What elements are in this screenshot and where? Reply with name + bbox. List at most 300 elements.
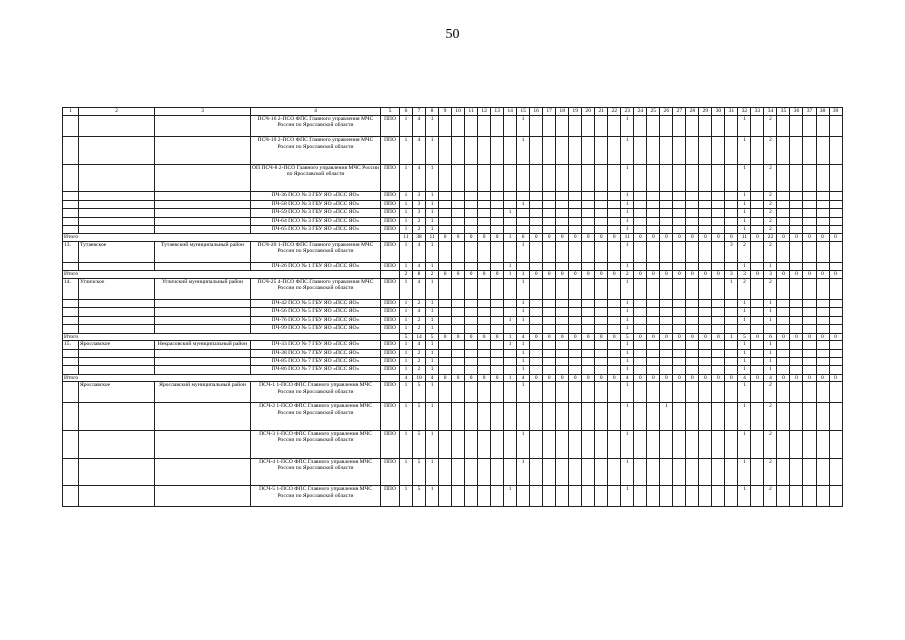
table-cell: 0 bbox=[452, 374, 465, 382]
table-cell bbox=[465, 137, 478, 165]
district-cell bbox=[79, 137, 155, 165]
municipality-cell bbox=[155, 116, 251, 137]
table-cell: 3 bbox=[413, 209, 426, 217]
unit-name: ОП ПСЧ-8 2-ПСО Главного управления МЧС России по Ярославской области bbox=[251, 164, 381, 192]
table-cell: 1 bbox=[764, 300, 777, 308]
row-number bbox=[63, 325, 79, 333]
table-cell: 1 bbox=[400, 241, 413, 262]
table-cell: 3 bbox=[725, 271, 738, 279]
table-cell bbox=[634, 366, 647, 374]
table-cell bbox=[595, 209, 608, 217]
table-cell bbox=[647, 241, 660, 262]
table-row bbox=[63, 137, 843, 165]
table-cell bbox=[569, 137, 582, 165]
table-cell bbox=[673, 278, 686, 299]
row-number bbox=[63, 137, 79, 165]
table-cell: 1 bbox=[400, 137, 413, 165]
table-cell bbox=[439, 349, 452, 357]
table-cell: 4 bbox=[413, 341, 426, 349]
table-cell bbox=[660, 357, 673, 365]
table-cell bbox=[725, 200, 738, 208]
table-cell bbox=[491, 325, 504, 333]
district-cell bbox=[79, 325, 155, 333]
table-cell: 0 bbox=[686, 271, 699, 279]
table-cell bbox=[647, 366, 660, 374]
table-cell: 0 bbox=[816, 333, 829, 341]
table-cell bbox=[595, 366, 608, 374]
table-cell: 1 bbox=[426, 116, 439, 137]
municipality-cell bbox=[155, 486, 251, 507]
table-cell bbox=[556, 200, 569, 208]
table-cell bbox=[790, 403, 803, 431]
table-cell: 1 bbox=[517, 316, 530, 324]
table-cell: 0 bbox=[816, 271, 829, 279]
table-cell: 1 bbox=[725, 333, 738, 341]
table-cell bbox=[517, 209, 530, 217]
table-cell bbox=[530, 316, 543, 324]
table-cell bbox=[751, 192, 764, 200]
unit-name: ПЧ-38 ПСО № 7 ГБУ ЯО «ПСС ЯО» bbox=[251, 349, 381, 357]
table-cell bbox=[777, 341, 790, 349]
column-header: 25 bbox=[647, 108, 660, 116]
table-cell bbox=[803, 349, 816, 357]
table-cell bbox=[790, 116, 803, 137]
table-cell bbox=[452, 209, 465, 217]
table-cell bbox=[569, 341, 582, 349]
table-cell bbox=[712, 137, 725, 165]
table-cell bbox=[712, 357, 725, 365]
table-cell bbox=[660, 325, 673, 333]
table-cell bbox=[452, 349, 465, 357]
table-cell bbox=[751, 209, 764, 217]
table-cell bbox=[452, 366, 465, 374]
table-cell bbox=[686, 325, 699, 333]
table-cell: 1 bbox=[621, 116, 634, 137]
table-cell: 0 bbox=[673, 374, 686, 382]
table-cell bbox=[816, 225, 829, 233]
table-cell bbox=[790, 263, 803, 271]
table-row bbox=[63, 349, 843, 357]
table-cell: 2 bbox=[426, 271, 439, 279]
table-cell: 6 bbox=[764, 333, 777, 341]
table-cell: 0 bbox=[751, 374, 764, 382]
table-cell bbox=[478, 431, 491, 459]
table-cell bbox=[543, 341, 556, 349]
table-cell bbox=[452, 217, 465, 225]
table-cell bbox=[556, 325, 569, 333]
unit-name: ПЧ-56 ПСО № 5 ГБУ ЯО «ПСС ЯО» bbox=[251, 308, 381, 316]
column-header: 35 bbox=[777, 108, 790, 116]
table-cell bbox=[452, 278, 465, 299]
table-cell bbox=[608, 192, 621, 200]
table-cell bbox=[491, 316, 504, 324]
table-cell: 2 bbox=[764, 225, 777, 233]
table-cell bbox=[478, 366, 491, 374]
table-cell bbox=[790, 458, 803, 486]
table-cell bbox=[686, 341, 699, 349]
table-cell bbox=[582, 137, 595, 165]
table-cell: ППО bbox=[381, 486, 400, 507]
table-cell: 2 bbox=[764, 382, 777, 403]
table-cell bbox=[608, 308, 621, 316]
table-cell bbox=[439, 225, 452, 233]
table-cell bbox=[699, 458, 712, 486]
table-cell bbox=[699, 366, 712, 374]
table-cell bbox=[751, 366, 764, 374]
table-cell: 0 bbox=[751, 333, 764, 341]
table-cell: 1 bbox=[738, 486, 751, 507]
table-cell bbox=[582, 357, 595, 365]
table-cell bbox=[712, 263, 725, 271]
table-cell bbox=[595, 382, 608, 403]
table-cell bbox=[491, 357, 504, 365]
table-cell: 0 bbox=[530, 333, 543, 341]
table-cell bbox=[504, 382, 517, 403]
table-cell bbox=[686, 164, 699, 192]
table-cell bbox=[673, 341, 686, 349]
table-cell bbox=[712, 325, 725, 333]
table-row bbox=[63, 486, 843, 507]
table-cell bbox=[673, 486, 686, 507]
table-cell bbox=[712, 458, 725, 486]
table-cell bbox=[777, 300, 790, 308]
table-cell: 0 bbox=[608, 271, 621, 279]
table-cell bbox=[452, 300, 465, 308]
table-cell bbox=[673, 357, 686, 365]
table-cell: ППО bbox=[381, 431, 400, 459]
table-cell bbox=[582, 164, 595, 192]
table-cell: 1 bbox=[400, 308, 413, 316]
column-header: 28 bbox=[686, 108, 699, 116]
table-cell: ППО bbox=[381, 341, 400, 349]
table-cell bbox=[504, 225, 517, 233]
table-cell bbox=[381, 234, 400, 242]
table-cell: 1 bbox=[426, 403, 439, 431]
table-cell bbox=[777, 366, 790, 374]
unit-name: ПЧ-42 ПСО № 5 ГБУ ЯО «ПСС ЯО» bbox=[251, 300, 381, 308]
table-cell bbox=[816, 192, 829, 200]
table-cell bbox=[478, 192, 491, 200]
table-cell bbox=[608, 217, 621, 225]
table-cell: 1 bbox=[517, 341, 530, 349]
table-cell bbox=[543, 241, 556, 262]
table-cell bbox=[816, 458, 829, 486]
table-cell bbox=[439, 209, 452, 217]
table-cell bbox=[504, 137, 517, 165]
table-cell: 1 bbox=[621, 366, 634, 374]
column-header: 19 bbox=[569, 108, 582, 116]
district-cell bbox=[79, 458, 155, 486]
municipality-cell bbox=[155, 316, 251, 324]
table-cell bbox=[608, 366, 621, 374]
table-cell bbox=[725, 366, 738, 374]
column-header: 31 bbox=[725, 108, 738, 116]
table-cell: 1 bbox=[621, 137, 634, 165]
table-cell bbox=[543, 308, 556, 316]
unit-name: ПЧ-59 ПСО № 3 ГБУ ЯО «ПСС ЯО» bbox=[251, 209, 381, 217]
table-cell bbox=[491, 278, 504, 299]
table-cell bbox=[829, 382, 842, 403]
table-cell bbox=[608, 349, 621, 357]
table-cell bbox=[660, 366, 673, 374]
table-cell: 0 bbox=[595, 234, 608, 242]
table-cell bbox=[647, 192, 660, 200]
table-cell bbox=[439, 200, 452, 208]
table-cell bbox=[465, 241, 478, 262]
table-cell bbox=[725, 263, 738, 271]
table-cell bbox=[439, 366, 452, 374]
table-cell bbox=[491, 192, 504, 200]
table-cell bbox=[543, 403, 556, 431]
table-cell: ППО bbox=[381, 300, 400, 308]
table-cell bbox=[595, 278, 608, 299]
table-cell bbox=[816, 263, 829, 271]
table-cell: 3 bbox=[413, 192, 426, 200]
table-cell bbox=[673, 137, 686, 165]
table-cell bbox=[569, 316, 582, 324]
table-cell bbox=[712, 403, 725, 431]
table-cell bbox=[777, 349, 790, 357]
column-header: 21 bbox=[595, 108, 608, 116]
table-cell bbox=[816, 349, 829, 357]
page-number: 50 bbox=[445, 27, 460, 42]
table-cell bbox=[816, 486, 829, 507]
table-cell bbox=[556, 241, 569, 262]
table-cell bbox=[660, 225, 673, 233]
table-cell: 1 bbox=[426, 316, 439, 324]
table-cell bbox=[777, 382, 790, 403]
table-cell: ППО bbox=[381, 278, 400, 299]
table-cell bbox=[582, 308, 595, 316]
table-cell bbox=[465, 263, 478, 271]
table-cell bbox=[530, 349, 543, 357]
table-cell: 1 bbox=[621, 382, 634, 403]
table-cell bbox=[569, 164, 582, 192]
table-cell: 2 bbox=[413, 316, 426, 324]
table-cell bbox=[439, 431, 452, 459]
table-cell: 4 bbox=[413, 263, 426, 271]
table-cell bbox=[634, 357, 647, 365]
table-cell: 1 bbox=[764, 341, 777, 349]
table-cell bbox=[699, 278, 712, 299]
unit-name: ПСЧ-25 4-ПСО ФПС Главного управления МЧС России по Ярославской области bbox=[251, 278, 381, 299]
table-cell bbox=[504, 403, 517, 431]
table-cell bbox=[686, 486, 699, 507]
table-cell bbox=[803, 137, 816, 165]
table-cell bbox=[465, 366, 478, 374]
table-cell bbox=[595, 349, 608, 357]
table-cell bbox=[465, 316, 478, 324]
table-cell bbox=[491, 341, 504, 349]
table-cell: 1 bbox=[738, 349, 751, 357]
table-cell bbox=[517, 263, 530, 271]
table-cell: 1 bbox=[426, 241, 439, 262]
table-cell bbox=[647, 486, 660, 507]
table-cell bbox=[647, 225, 660, 233]
table-cell bbox=[751, 325, 764, 333]
table-cell: 2 bbox=[413, 300, 426, 308]
table-cell: 1 bbox=[621, 225, 634, 233]
table-cell bbox=[608, 278, 621, 299]
table-cell bbox=[543, 325, 556, 333]
table-cell: 1 bbox=[400, 486, 413, 507]
table-cell: 1 bbox=[517, 366, 530, 374]
table-cell bbox=[478, 300, 491, 308]
table-cell bbox=[712, 382, 725, 403]
unit-name: ПСЧ-20 1-ПСО ФПС Главного управления МЧС России по Ярославской области bbox=[251, 241, 381, 262]
table-cell: 0 bbox=[556, 234, 569, 242]
column-header: 22 bbox=[608, 108, 621, 116]
table-cell bbox=[673, 403, 686, 431]
table-cell bbox=[829, 116, 842, 137]
table-cell bbox=[803, 431, 816, 459]
table-cell bbox=[530, 486, 543, 507]
table-cell bbox=[569, 325, 582, 333]
table-cell: 0 bbox=[478, 333, 491, 341]
table-cell: 0 bbox=[569, 374, 582, 382]
table-cell bbox=[543, 137, 556, 165]
table-cell: 0 bbox=[686, 374, 699, 382]
table-cell bbox=[452, 325, 465, 333]
table-cell bbox=[673, 349, 686, 357]
table-cell bbox=[634, 431, 647, 459]
table-cell bbox=[803, 341, 816, 349]
table-cell bbox=[660, 431, 673, 459]
table-cell: 1 bbox=[764, 349, 777, 357]
district-cell bbox=[79, 164, 155, 192]
table-cell bbox=[582, 349, 595, 357]
table-cell bbox=[452, 192, 465, 200]
table-cell: 0 bbox=[491, 374, 504, 382]
table-cell bbox=[569, 308, 582, 316]
unit-name: ПЧ-33 ПСО № 7 ГБУ ЯО «ПСС ЯО» bbox=[251, 341, 381, 349]
table-cell: 1 bbox=[504, 333, 517, 341]
table-cell: 5 bbox=[400, 333, 413, 341]
table-cell: 0 bbox=[699, 374, 712, 382]
table-cell bbox=[829, 241, 842, 262]
table-cell: 1 bbox=[738, 308, 751, 316]
table-cell bbox=[556, 357, 569, 365]
table-cell bbox=[491, 209, 504, 217]
table-cell: 1 bbox=[764, 263, 777, 271]
row-number bbox=[63, 300, 79, 308]
table-cell bbox=[543, 278, 556, 299]
table-cell bbox=[647, 200, 660, 208]
table-cell: 0 bbox=[660, 234, 673, 242]
table-cell bbox=[530, 278, 543, 299]
table-cell: 0 bbox=[439, 234, 452, 242]
table-cell bbox=[582, 431, 595, 459]
table-cell bbox=[751, 431, 764, 459]
table-cell bbox=[829, 225, 842, 233]
table-cell bbox=[504, 200, 517, 208]
table-cell bbox=[569, 263, 582, 271]
table-cell: 0 bbox=[452, 234, 465, 242]
column-header: 33 bbox=[751, 108, 764, 116]
table-cell bbox=[660, 241, 673, 262]
table-cell bbox=[530, 308, 543, 316]
table-cell: 1 bbox=[738, 217, 751, 225]
table-cell bbox=[595, 300, 608, 308]
row-number bbox=[63, 225, 79, 233]
table-cell bbox=[478, 349, 491, 357]
table-cell bbox=[816, 357, 829, 365]
unit-name: ПЧ-64 ПСО № 3 ГБУ ЯО «ПСС ЯО» bbox=[251, 217, 381, 225]
table-cell bbox=[595, 403, 608, 431]
table-cell: 2 bbox=[764, 458, 777, 486]
table-cell: 0 bbox=[712, 374, 725, 382]
table-cell bbox=[634, 341, 647, 349]
table-cell bbox=[439, 403, 452, 431]
unit-name: ПСЧ-19 2-ПСО ФПС Главного управления МЧС России по Ярославской области bbox=[251, 137, 381, 165]
table-cell bbox=[686, 382, 699, 403]
table-cell: 1 bbox=[426, 308, 439, 316]
table-cell bbox=[595, 241, 608, 262]
table-cell bbox=[530, 116, 543, 137]
table-cell bbox=[504, 300, 517, 308]
table-cell bbox=[634, 458, 647, 486]
table-cell bbox=[582, 200, 595, 208]
table-cell bbox=[686, 278, 699, 299]
table-cell bbox=[699, 382, 712, 403]
column-header: 32 bbox=[738, 108, 751, 116]
table-cell: 11 bbox=[426, 234, 439, 242]
table-cell: 1 bbox=[426, 137, 439, 165]
table-cell: 1 bbox=[400, 192, 413, 200]
table-cell: 0 bbox=[647, 234, 660, 242]
table-cell: 11 bbox=[400, 234, 413, 242]
table-cell: 1 bbox=[400, 263, 413, 271]
table-cell bbox=[777, 263, 790, 271]
table-cell: 1 bbox=[621, 403, 634, 431]
table-cell bbox=[725, 209, 738, 217]
table-cell bbox=[530, 209, 543, 217]
table-cell: 0 bbox=[582, 234, 595, 242]
column-header: 20 bbox=[582, 108, 595, 116]
table-cell bbox=[790, 349, 803, 357]
table-cell bbox=[634, 308, 647, 316]
table-cell bbox=[699, 300, 712, 308]
table-cell bbox=[569, 458, 582, 486]
table-cell bbox=[751, 349, 764, 357]
municipality-cell bbox=[155, 225, 251, 233]
table-cell bbox=[699, 403, 712, 431]
table-cell: 2 bbox=[764, 403, 777, 431]
municipality-cell bbox=[155, 200, 251, 208]
table-cell: 1 bbox=[517, 241, 530, 262]
table-cell bbox=[465, 200, 478, 208]
table-cell bbox=[803, 278, 816, 299]
table-cell bbox=[504, 116, 517, 137]
table-cell bbox=[452, 431, 465, 459]
table-cell: 1 bbox=[738, 192, 751, 200]
total-label: Итого bbox=[63, 234, 381, 242]
table-cell bbox=[608, 137, 621, 165]
table-cell bbox=[803, 192, 816, 200]
table-cell bbox=[660, 341, 673, 349]
table-cell bbox=[478, 382, 491, 403]
table-cell bbox=[699, 357, 712, 365]
row-number: 15. bbox=[63, 341, 79, 349]
table-cell bbox=[647, 209, 660, 217]
table-cell bbox=[777, 357, 790, 365]
table-cell bbox=[608, 263, 621, 271]
table-cell bbox=[530, 200, 543, 208]
table-cell bbox=[712, 217, 725, 225]
table-cell bbox=[660, 349, 673, 357]
table-cell bbox=[803, 325, 816, 333]
total-row bbox=[63, 234, 843, 242]
